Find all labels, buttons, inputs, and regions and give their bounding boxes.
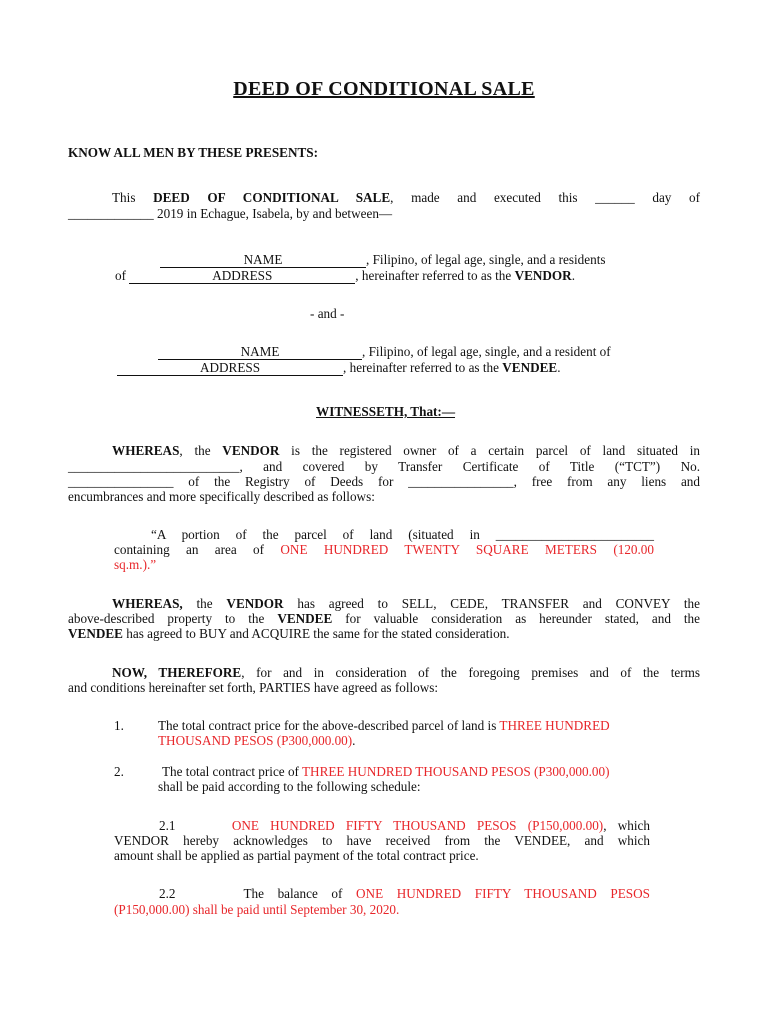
- whereas2-line-3: VENDEE has agreed to BUY and ACQUIRE the same for the stated consideration.: [68, 626, 510, 641]
- intro-line-1: This DEED OF CONDITIONAL SALE, made and executed this ______ day of: [112, 190, 701, 205]
- item-1-number: 1.: [114, 718, 124, 733]
- item-2-line-2: shall be paid according to the following schedule:: [158, 779, 421, 794]
- whereas1-line-2: __________________________, and covered by Transfer Certificate of Title (“TCT”) No.: [68, 459, 700, 474]
- quote-line-3: sq.m.).”: [114, 557, 157, 572]
- vendee-name-field: NAME: [158, 345, 362, 360]
- item-2-line-1: The total contract price of THREE HUNDRED THOUSAND PESOS (P300,000.00): [162, 764, 610, 779]
- vendor-line-2: of ADDRESS , hereinafter referred to as the VENDOR.: [115, 268, 576, 283]
- whereas1-line-4: encumbrances and more specifically described as follows:: [68, 489, 375, 504]
- item-2-1-line-1: 2.1 ONE HUNDRED FIFTY THOUSAND PESOS (P150,000.00), which: [159, 818, 650, 833]
- vendee-address-field: ADDRESS: [117, 361, 343, 376]
- item-2-1-line-2: VENDOR hereby acknowledges to have received from the VENDEE, and which: [114, 833, 650, 848]
- witnesseth-heading: WITNESSETH, That:—: [316, 404, 456, 419]
- opening-line: KNOW ALL MEN BY THESE PRESENTS:: [68, 145, 319, 160]
- now-line-2: and conditions hereinafter set forth, PARTIES have agreed as follows:: [68, 680, 439, 695]
- whereas2-line-1: WHEREAS, the VENDOR has agreed to SELL, CEDE, TRANSFER and CONVEY the: [112, 596, 700, 611]
- vendor-address-field: ADDRESS: [129, 269, 355, 284]
- intro-line-2: _____________ 2019 in Echague, Isabela, by and between—: [68, 206, 393, 221]
- item-2-2-line-2: (P150,000.00) shall be paid until September 30, 2020.: [114, 902, 400, 917]
- vendor-line-1: NAME , Filipino, of legal age, single, and a residents: [160, 252, 606, 268]
- item-1-line-1: The total contract price for the above-described parcel of land is THREE HUNDRED: [158, 718, 610, 733]
- item-2-number: 2.: [114, 764, 124, 779]
- vendee-line-1: NAME , Filipino, of legal age, single, and a resident of: [158, 344, 611, 360]
- quote-line-1: “A portion of the parcel of land (situated in ________________________: [151, 527, 654, 542]
- and-separator: - and -: [310, 306, 345, 321]
- item-2-2-line-1: 2.2 The balance of ONE HUNDRED FIFTY THOUSAND PESOS: [159, 886, 650, 901]
- vendor-name-field: NAME: [160, 253, 366, 268]
- land-area-red: ONE HUNDRED TWENTY SQUARE METERS (120.00: [280, 542, 654, 557]
- item-1-line-2: THOUSAND PESOS (P300,000.00).: [158, 733, 356, 748]
- now-line-1: NOW, THEREFORE, for and in consideration of the foregoing premises and of the terms: [112, 665, 700, 680]
- whereas1-line-3: ________________ of the Registry of Deeds for ________________, free from any liens and: [68, 474, 700, 489]
- price-red: THREE HUNDRED: [499, 718, 610, 733]
- vendee-line-2: ADDRESS , hereinafter referred to as the VENDEE.: [117, 360, 561, 376]
- quote-line-2: containing an area of ONE HUNDRED TWENTY SQUARE METERS (120.00: [114, 542, 654, 557]
- whereas1-line-1: WHEREAS, the VENDOR is the registered owner of a certain parcel of land situated in: [112, 443, 700, 458]
- whereas2-line-2: above-described property to the VENDEE for valuable consideration as hereunder stated, and the: [68, 611, 700, 626]
- item-2-1-line-3: amount shall be applied as partial payment of the total contract price.: [114, 848, 479, 863]
- document-title: DEED OF CONDITIONAL SALE: [233, 78, 535, 100]
